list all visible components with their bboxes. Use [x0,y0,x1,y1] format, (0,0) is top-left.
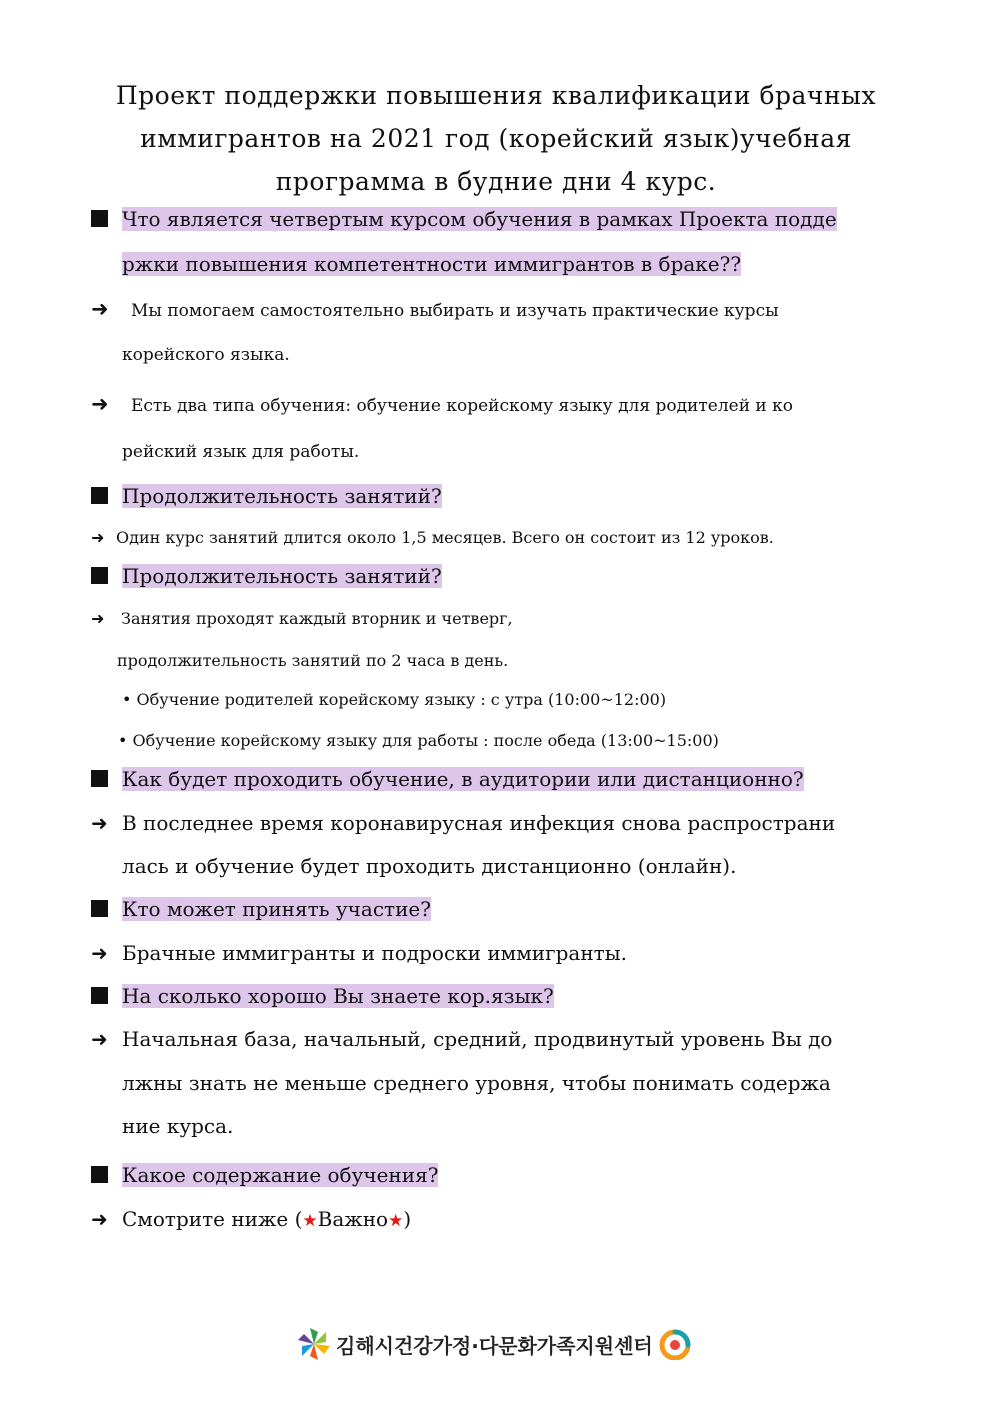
answer-text: корейского языка. [122,345,290,365]
highlighted-text: Как будет проходить обучение, в аудитории или дистанционно? [122,767,804,791]
arrow-right-icon: ➜ [91,941,108,965]
highlighted-text: ржки повышения компетентности иммигрантов в браке?? [122,252,742,276]
family-circle-logo-icon [657,1328,693,1360]
square-bullet-icon [91,987,108,1004]
schedule-item: • Обучение корейскому языку для работы : после обеда (13:00~15:00) [118,731,719,750]
answer-text: Начальная база, начальный, средний, продвинутый уровень Вы до [122,1027,833,1051]
section-7-answer [91,1197,906,1243]
section-2-answer [91,526,906,550]
section-2-question [91,483,906,509]
square-bullet-icon [91,567,108,584]
answer-text: продолжительность занятий по 2 часа в день. [117,651,509,670]
answer-text: рейский язык для работы. [122,442,360,462]
answer-text: Есть два типа обучения: обучение корейскому языку для родителей и ко [131,396,794,416]
title-line: программа в будние дни 4 курс. [275,167,717,196]
answer-text: лжны знать не меньше среднего уровня, чтобы понимать содержа [122,1071,831,1095]
section-7-question [91,1162,906,1188]
section-5-question [91,896,906,922]
answer-text: Занятия проходят каждый вторник и четверг, [121,609,513,628]
section-1-question [91,206,906,232]
important-word: Важно [317,1207,389,1231]
schedule-item: • Обучение родителей корейскому языку : с утра (10:00~12:00) [122,690,667,709]
square-bullet-icon [91,1166,108,1183]
section-3-question [91,563,906,589]
section-6-question [91,983,906,1009]
footer-organization [296,1324,697,1364]
square-bullet-icon [91,770,108,787]
answer-text: Смотрите ниже ( [122,1207,303,1231]
highlighted-text: Кто может принять участие? [122,897,431,921]
answer-text: Мы помогаем самостоятельно выбирать и изучать практические курсы [131,301,779,321]
answer-text: В последнее время коронавирусная инфекция снова распространи [122,811,836,835]
highlighted-text: Какое содержание обучения? [122,1163,439,1187]
highlighted-text: Продолжительность занятий? [122,484,442,508]
arrow-right-icon: ➜ [91,811,108,835]
answer-text: ) [403,1207,412,1231]
title-line: иммигрантов на 2021 год (корейский язык)учебная [140,124,852,153]
arrow-right-icon: ➜ [91,1207,108,1231]
arrow-right-icon: ➜ [91,1027,108,1051]
highlighted-text: Продолжительность занятий? [122,564,442,588]
document-title [60,74,932,203]
square-bullet-icon [91,210,108,227]
highlighted-text: На сколько хорошо Вы знаете кор.язык? [122,984,554,1008]
arrow-right-icon: ➜ [91,297,109,321]
answer-text: ние курса. [122,1114,234,1138]
square-bullet-icon [91,900,108,917]
answer-text: лась и обучение будет проходить дистанционно (онлайн). [122,854,737,878]
answer-text: Брачные иммигранты и подроски иммигранты. [122,941,627,965]
title-line: Проект поддержки повышения квалификации брачных [115,81,877,110]
section-4-question [91,766,906,792]
section-1-question-cont [122,251,741,277]
arrow-right-icon: ➜ [91,609,105,628]
star-icon: ★ [302,1211,318,1231]
star-icon: ★ [388,1211,404,1231]
organization-name: 김해시건강가정·다문화가족지원센터 [336,1333,653,1358]
pinwheel-logo-icon [296,1326,332,1362]
arrow-right-icon: ➜ [91,528,105,547]
answer-text: Один курс занятий длится около 1,5 месяцев. Всего он состоит из 12 уроков. [116,528,774,547]
square-bullet-icon [91,487,108,504]
arrow-right-icon: ➜ [91,392,109,416]
section-5-answer [91,931,906,975]
highlighted-text: Что является четвертым курсом обучения в рамках Проекта подде [122,207,837,231]
